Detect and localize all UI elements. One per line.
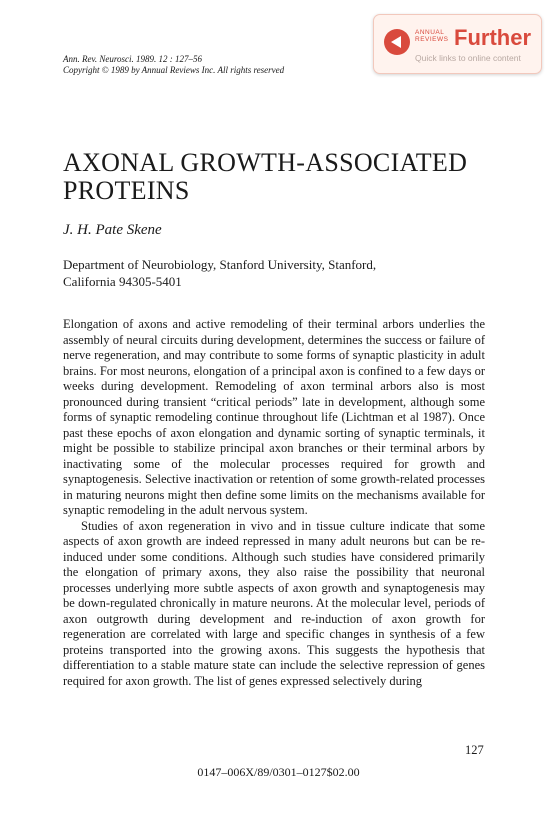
affiliation-line-2: California 94305-5401: [63, 274, 182, 289]
affiliation-line-1: Department of Neurobiology, Stanford University, Stanford,: [63, 257, 377, 272]
journal-citation: [63, 54, 363, 76]
body-paragraph-1: Elongation of axons and active remodeling of their terminal arbors underlies the assembly of neural circuits during development, determines the success or failure of nerve regeneration, and may contribute to some forms of synaptic plasticity in adult brains. For most neurons, elongation of a principal axon is confined to a few days or weeks during development. Remodeling of axon terminal arbors also is most pronounced during transient “critical periods” late in development, although some forms of synaptic remodeling continue throughout life (Lichtman et al 1987). Once past these epochs of axon elongation and dynamic sorting of synaptic terminals, it might be possible to stabilize principal axon branches or their terminal arbors by inactivating some of the molecular processes required for growth and synaptogenesis. Selective inactivation or retention of some growth-related processes in maturing neurons might then define some limits on the mechanisms available for synaptic remodeling in the adult nervous system.: [63, 317, 485, 517]
author-affiliation: [63, 256, 483, 290]
further-online-badge[interactable]: [373, 14, 542, 74]
author-name: J. H. Pate Skene: [63, 222, 162, 238]
badge-annual-reviews-label: ANNUAL REVIEWS: [415, 29, 449, 43]
citation-line-journal: Ann. Rev. Neurosci. 1989. 12 : 127–56: [63, 54, 202, 64]
badge-further-label: Further: [454, 25, 531, 50]
badge-subtitle: Quick links to online content: [415, 53, 521, 63]
page-number: 127: [465, 743, 484, 757]
article-title-line-1: AXONAL GROWTH-ASSOCIATED: [63, 148, 468, 177]
article-body: [63, 317, 485, 689]
article-title-line-2: PROTEINS: [63, 176, 190, 205]
body-paragraph-2: Studies of axon regeneration in vivo and in tissue culture indicate that some aspects of axon growth are indeed repressed in many adult neurons but can be re-induced under some conditions. Although such studies have considered primarily the elongation of primary axons, they also raise the possibility that neuronal processes underlying more subtle aspects of axon growth and synaptogenesis may be down-regulated chronically in mature neurons. At the molecular level, periods of axon outgrowth during development and re-induction of axon growth for regeneration are correlated with large and specific changes in synthesis of a few proteins transported into the growing axons. This suggests the hypothesis that differentiation to a stable mature state can include the selective repression of genes required for axon growth. The list of genes expressed selectively during: [63, 518, 485, 688]
article-title: [63, 149, 503, 205]
article-identifier-code: 0147–006X/89/0301–0127$02.00: [197, 765, 360, 779]
citation-line-copyright: Copyright © 1989 by Annual Reviews Inc. All rights reserved: [63, 65, 285, 75]
arrow-left-circle-icon: [384, 29, 410, 55]
